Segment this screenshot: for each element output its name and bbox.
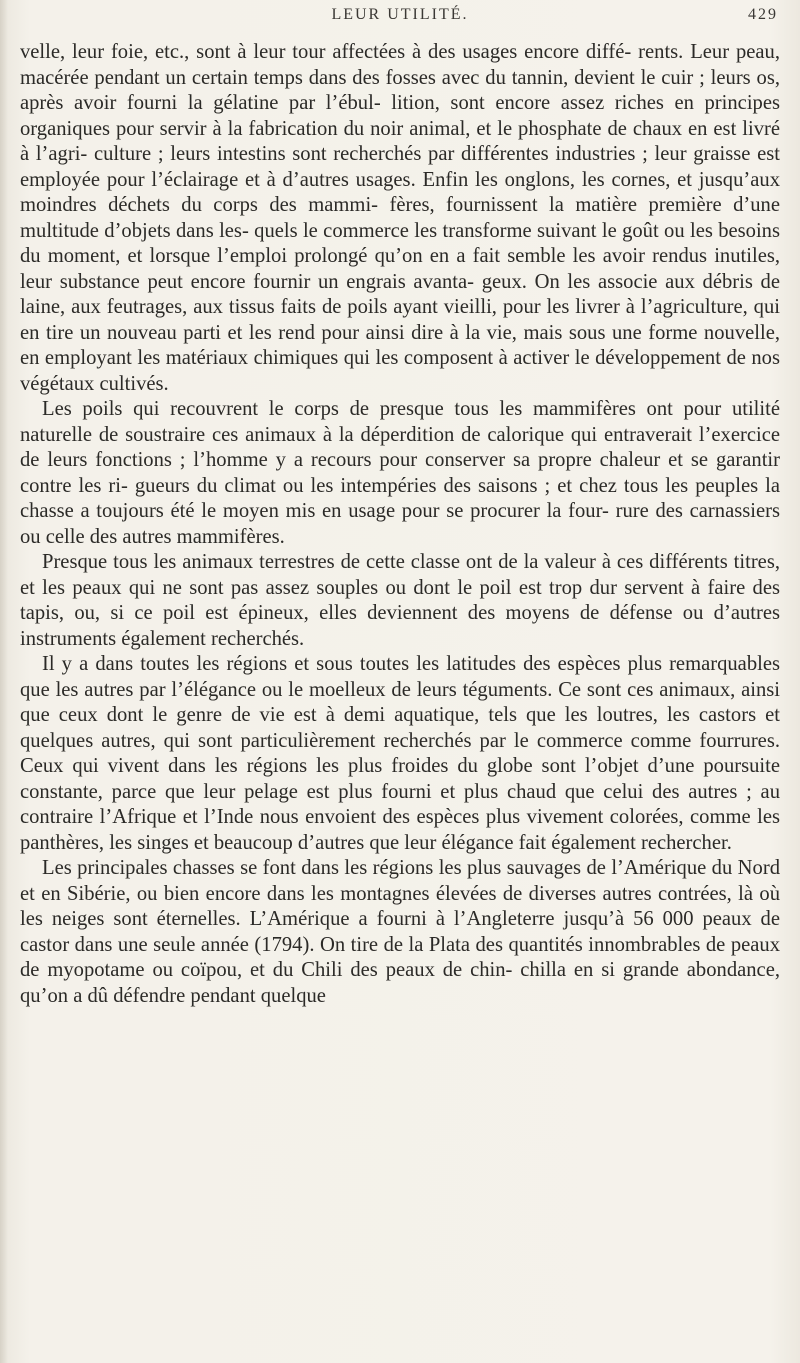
running-title: LEUR UTILITÉ.	[331, 6, 469, 23]
page-number: 429	[748, 6, 778, 23]
running-header	[22, 6, 778, 36]
paragraph-hair-warmth: Les poils qui recouvrent le corps de presque tous les mammifères ont pour utilité naturelle de soustraire ces animaux à la déperdition de calorique qui entraverait l’exercice de leurs fonctions ; l’homme y a recours pour conserver sa propre chaleur et se garantir contre les ri- gueurs du climat ou les intempéries des saisons ; et chez tous les peuples la chasse a toujours été le moyen mis en usage pour se procurer la four- rure des carnassiers ou celle des autres mammifères.	[20, 398, 780, 548]
paragraph-organ-uses: velle, leur foie, etc., sont à leur tour affectées à des usages encore diffé- rents. Leur peau, macérée pendant un certain temps dans des fosses avec du tannin, devient le cuir ; leurs os, après avoir fourni la gélatine par l’ébul- lition, sont encore assez riches en principes organiques pour servir à la fabrication du noir animal, et le phosphate de chaux en est livré à l’agri- culture ; leurs intestins sont recherchés par différentes industries ; leur graisse est employée pour l’éclairage et à d’autres usages. Enfin les onglons, les cornes, et jusqu’aux moindres déchets du corps des mammi- fères, fournissent la matière première d’une multitude d’objets dans les- quels le commerce les transforme suivant le goût ou les besoins du moment, et lorsque l’emploi prolongé qu’on en a fait semble les avoir rendus inutiles, leur substance peut encore fournir un engrais avanta- geux. On les associe aux débris de laine, aux feutrages, aux tissus faits de poils ayant vieilli, pour les livrer à l’agriculture, qui en tire un nouveau parti et les rend pour ainsi dire à la vie, mais sous une forme nouvelle, en employant les matériaux chimiques qui les composent à activer le développement de nos végétaux cultivés.	[20, 41, 780, 395]
paragraph-hunting-regions: Les principales chasses se font dans les régions les plus sauvages de l’Amérique du Nord et en Sibérie, ou bien encore dans les montagnes élevées de diverses autres contrées, là où les neiges sont éternelles. L’Amérique a fourni à l’Angleterre jusqu’à 56 000 peaux de castor dans une seule année (1794). On tire de la Plata des quantités innombrables de peaux de myopotame ou coïpou, et du Chili des peaux de chin- chilla en si grande abondance, qu’on a dû défendre pendant quelque	[20, 857, 780, 1007]
paragraph-skin-value: Presque tous les animaux terrestres de cette classe ont de la valeur à ces différents titres, et les peaux qui ne sont pas assez souples ou dont le poil est trop dur servent à faire des tapis, ou, si ce poil est épineux, elles deviennent des moyens de défense ou d’autres instruments également recherchés.	[20, 551, 780, 650]
page-gutter-shadow	[0, 0, 8, 1363]
paragraph-fur-species: Il y a dans toutes les régions et sous toutes les latitudes des espèces plus remarquables que les autres par l’élégance ou le moelleux de leurs téguments. Ce sont ces animaux, ainsi que ceux dont le genre de vie est à demi aquatique, tels que les loutres, les castors et quelques autres, qui sont particulièrement recherchés par le commerce comme fourrures. Ceux qui vivent dans les régions les plus froides du globe sont l’objet d’une poursuite constante, parce que leur pelage est plus fourni et plus chaud que celui des autres ; au contraire l’Afrique et l’Inde nous envoient des espèces plus vivement colorées, comme les panthères, les singes et beaucoup d’autres que leur élégance fait également rechercher.	[20, 653, 780, 854]
body-text	[20, 40, 780, 1009]
